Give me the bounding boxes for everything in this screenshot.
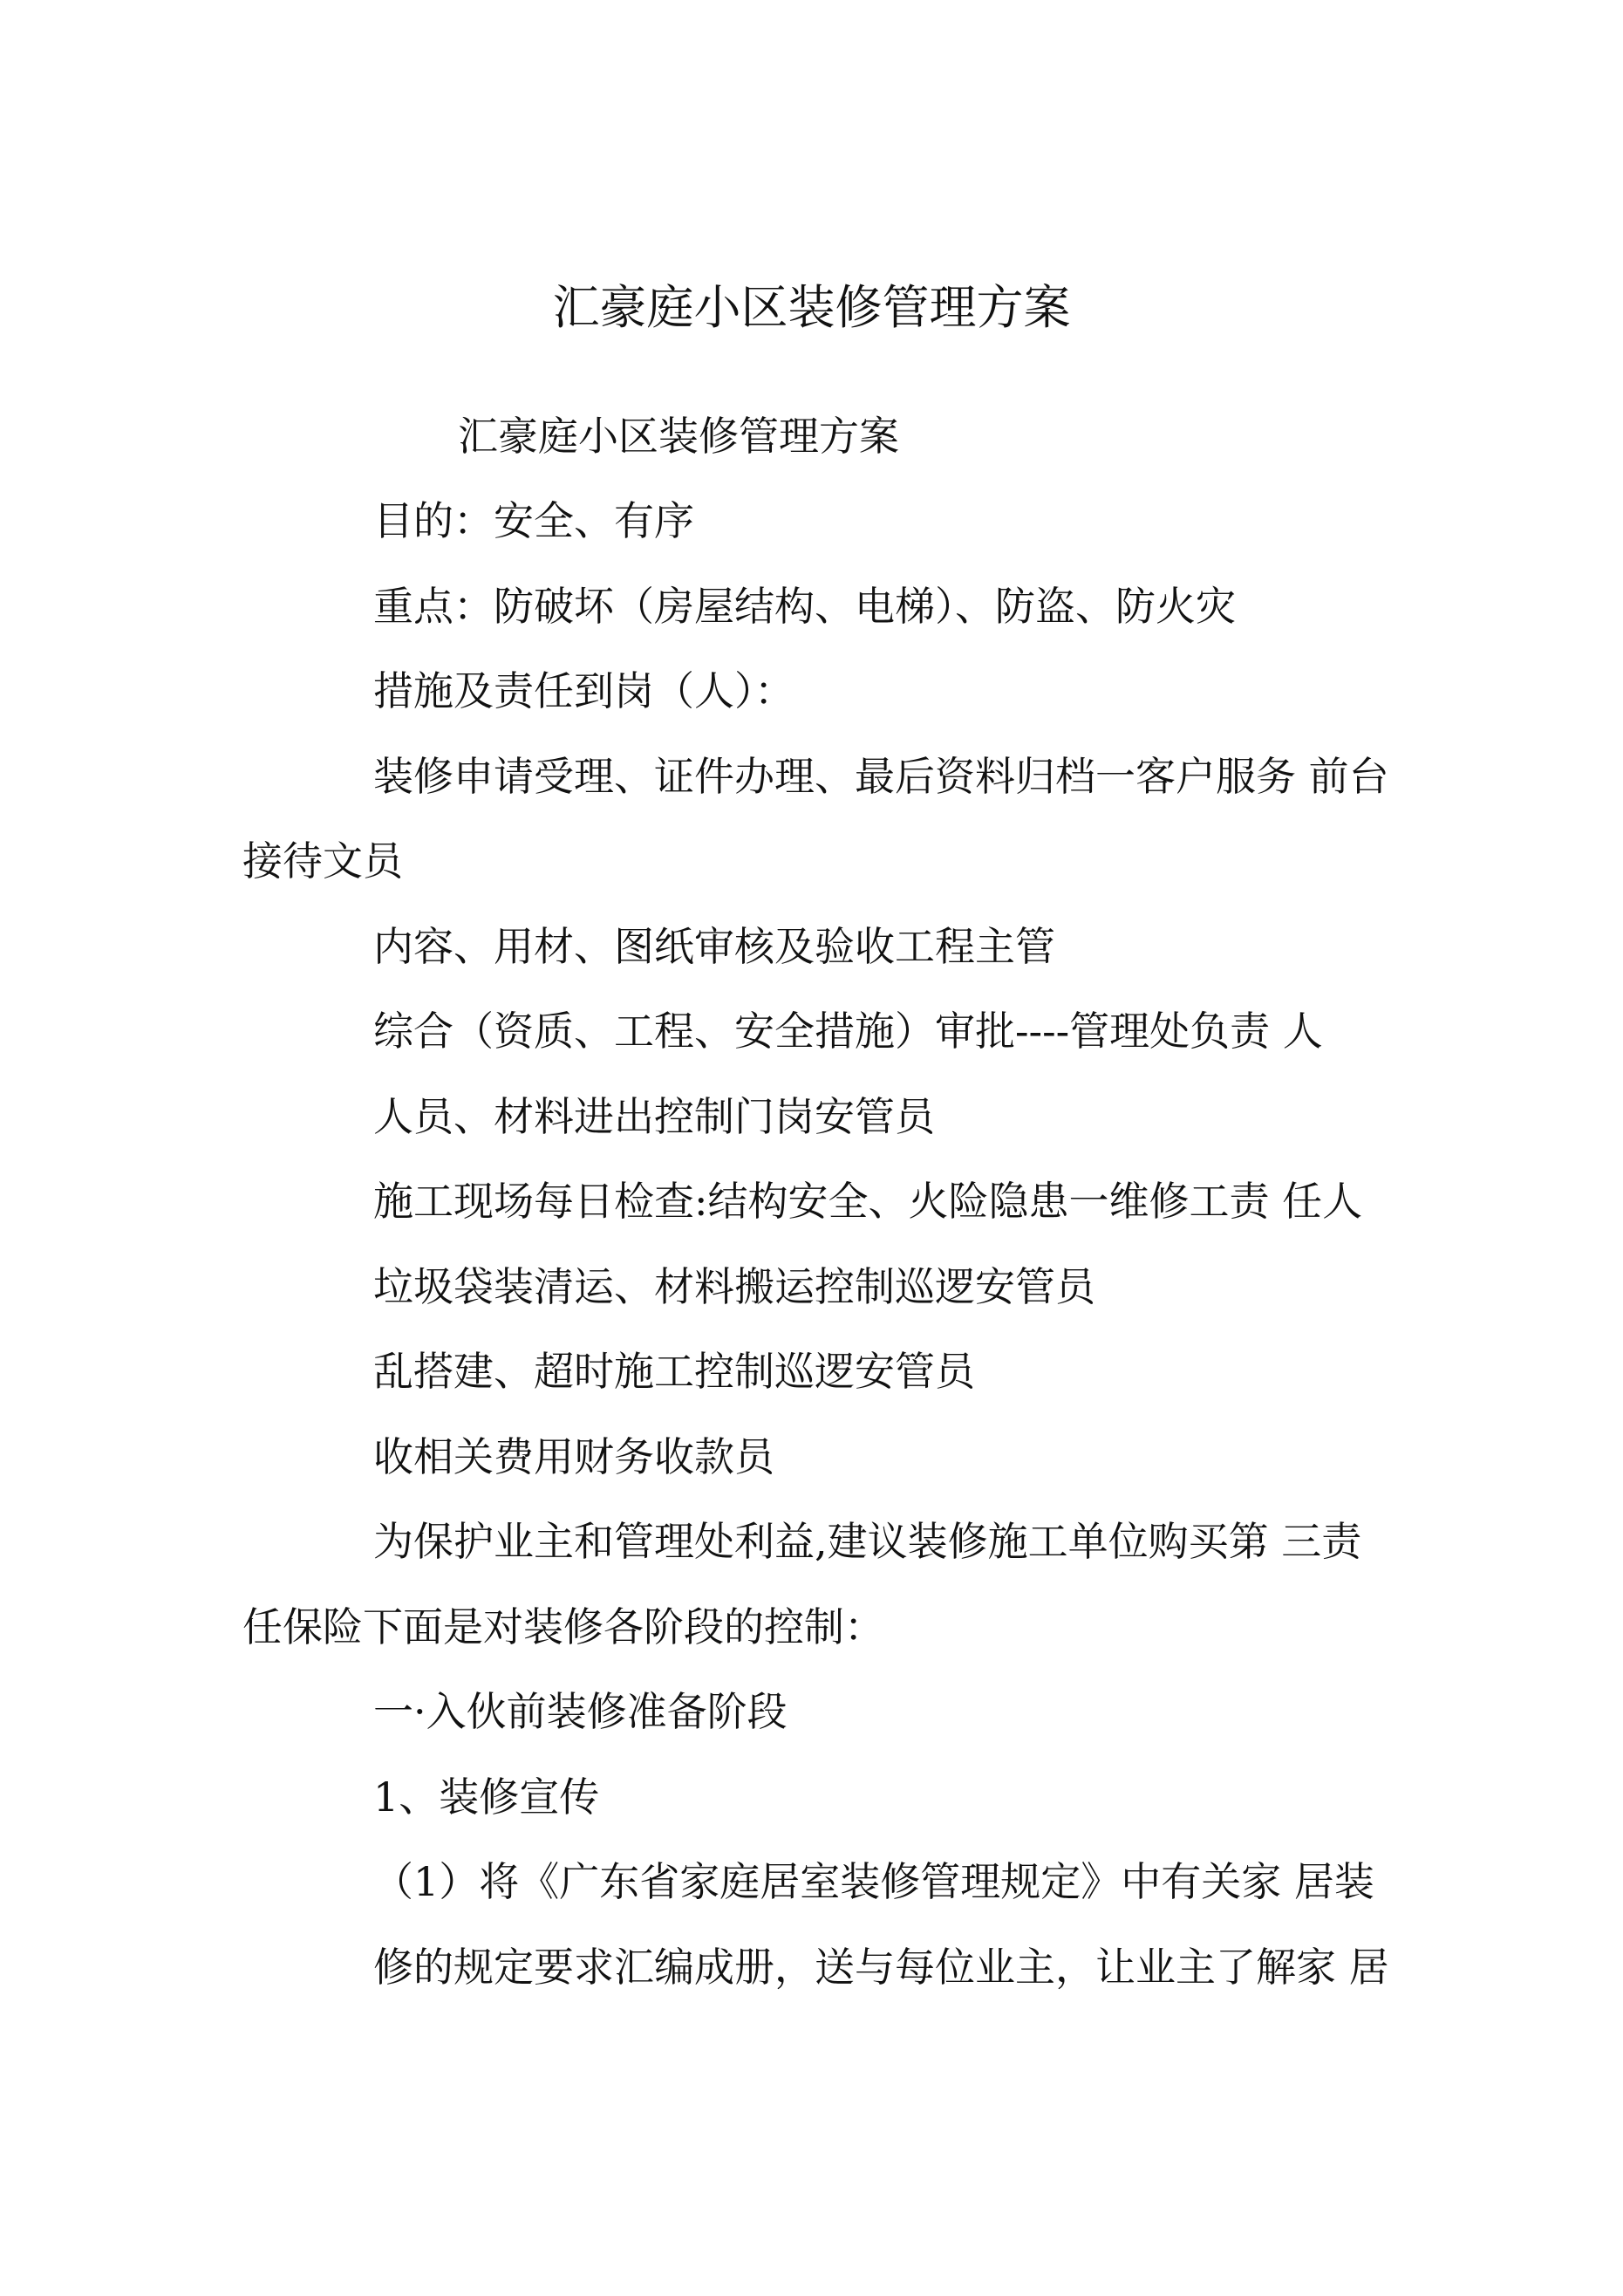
text-line: 乱搭建、超时施工控制巡逻安管员 bbox=[373, 1348, 975, 1395]
text-line: 装修申请受理、证件办理、最后资料归档一客户服务 前台 bbox=[373, 753, 1389, 800]
subtitle-line: 汇豪庭小区装修管理方案 bbox=[458, 413, 899, 460]
text-line: 重点：防破坏（房屋结构、电梯）、防盗、防火灾 bbox=[373, 583, 1236, 630]
text-line: 综合（资质、工程、安全措施）审批----管理处负责 人 bbox=[373, 1008, 1323, 1055]
section-heading: 一·入伙前装修准备阶段 bbox=[373, 1688, 788, 1735]
text-line: 垃圾袋装清运、材料搬运控制巡逻安管员 bbox=[373, 1263, 1095, 1310]
text-line: 目的：安全、有序 bbox=[373, 497, 694, 544]
text-line: 内容、用材、图纸审核及验收工程主管 bbox=[373, 923, 1055, 970]
text-line: 为保护业主和管理处利益,建议装修施工单位购买第 三责 bbox=[373, 1518, 1362, 1565]
text-line: 人员、材料进出控制门岗安管员 bbox=[373, 1093, 935, 1140]
text-line: 接待文员 bbox=[242, 837, 403, 885]
text-line: （1）将《广东省家庭居室装修管理规定》中有关家 居装 bbox=[373, 1858, 1374, 1905]
subsection-heading: 1、装修宣传 bbox=[373, 1773, 600, 1821]
text-line: 施工现场每日检查:结构安全、火险隐患一维修工责 任人 bbox=[373, 1178, 1363, 1225]
text-line: 修的规定要求汇编成册，送与每位业主，让业主了解家 居 bbox=[373, 1944, 1389, 1991]
text-line: 任保险下面是对装修各阶段的控制： bbox=[242, 1603, 884, 1650]
text-line: 收相关费用财务收款员 bbox=[373, 1433, 774, 1480]
document-title: 汇豪庭小区装修管理方案 bbox=[552, 280, 1071, 335]
text-line: 措施及责任到岗（人）： bbox=[373, 667, 794, 714]
